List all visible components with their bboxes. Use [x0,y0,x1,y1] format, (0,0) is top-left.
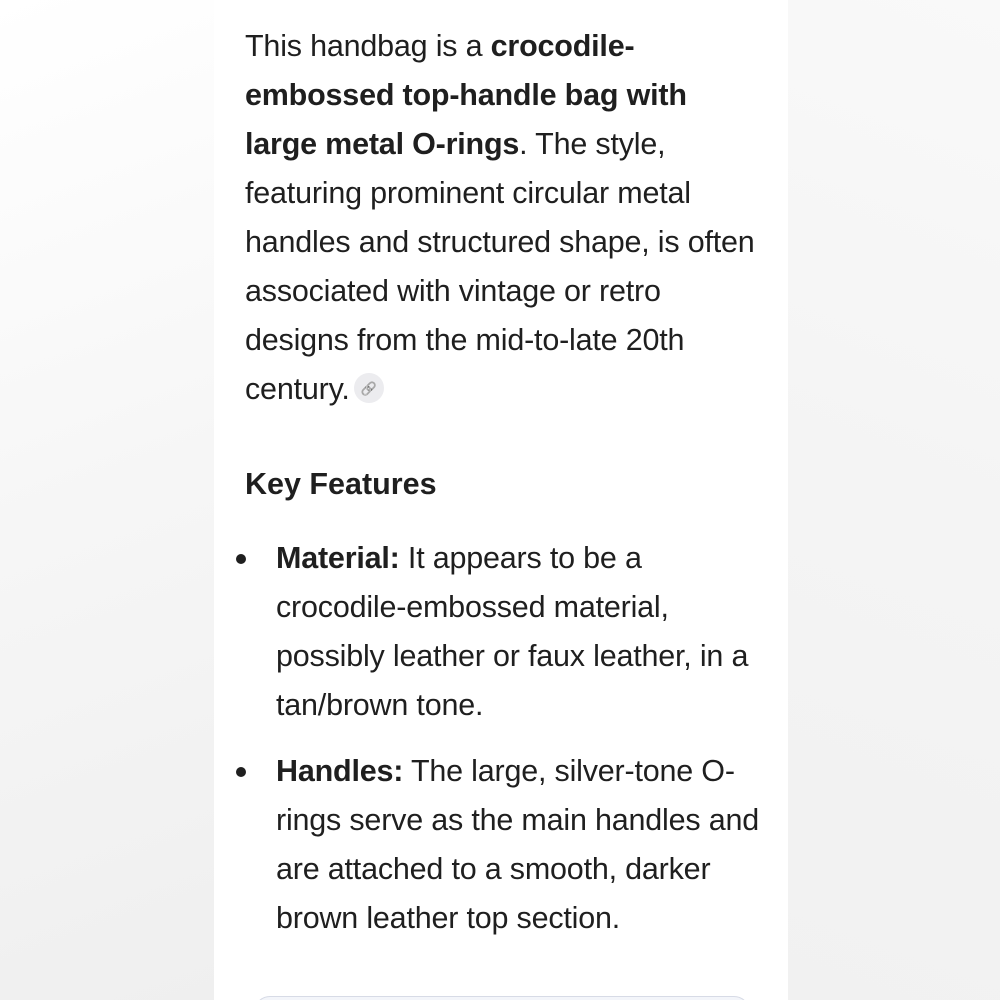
list-item [245,534,765,730]
feature-text: The large, silver-tone O-rings serve as the main handles and are attached to a smooth, darker brown leather top section. [276,754,759,935]
intro-suffix: . The style, featuring prominent circular metal handles and structured shape, is often associated with vintage or retro designs from the mid-to-late 20th century. [245,127,755,406]
feature-label: Handles: [276,754,404,788]
list-item [245,747,765,943]
background-right [788,0,1000,1000]
feature-text: It appears to be a crocodile-embossed material, possibly leather or faux leather, in a tan/brown tone. [276,541,749,722]
section-heading: Key Features [245,467,437,501]
intro-prefix: This handbag is a [245,29,491,63]
bullet-icon [236,554,246,564]
response-panel [214,0,788,1000]
intro-paragraph [245,22,765,414]
citation-link-button[interactable] [354,373,384,403]
features-list [245,534,765,960]
input-bar-edge[interactable] [254,996,750,1000]
feature-label: Material: [276,541,400,575]
intro-bold: crocodile-embossed top-handle bag with large metal O-rings [245,29,687,161]
link-icon: 🔗 [360,380,377,396]
background-left [0,0,214,1000]
response-content [245,22,765,935]
bullet-icon [236,767,246,777]
